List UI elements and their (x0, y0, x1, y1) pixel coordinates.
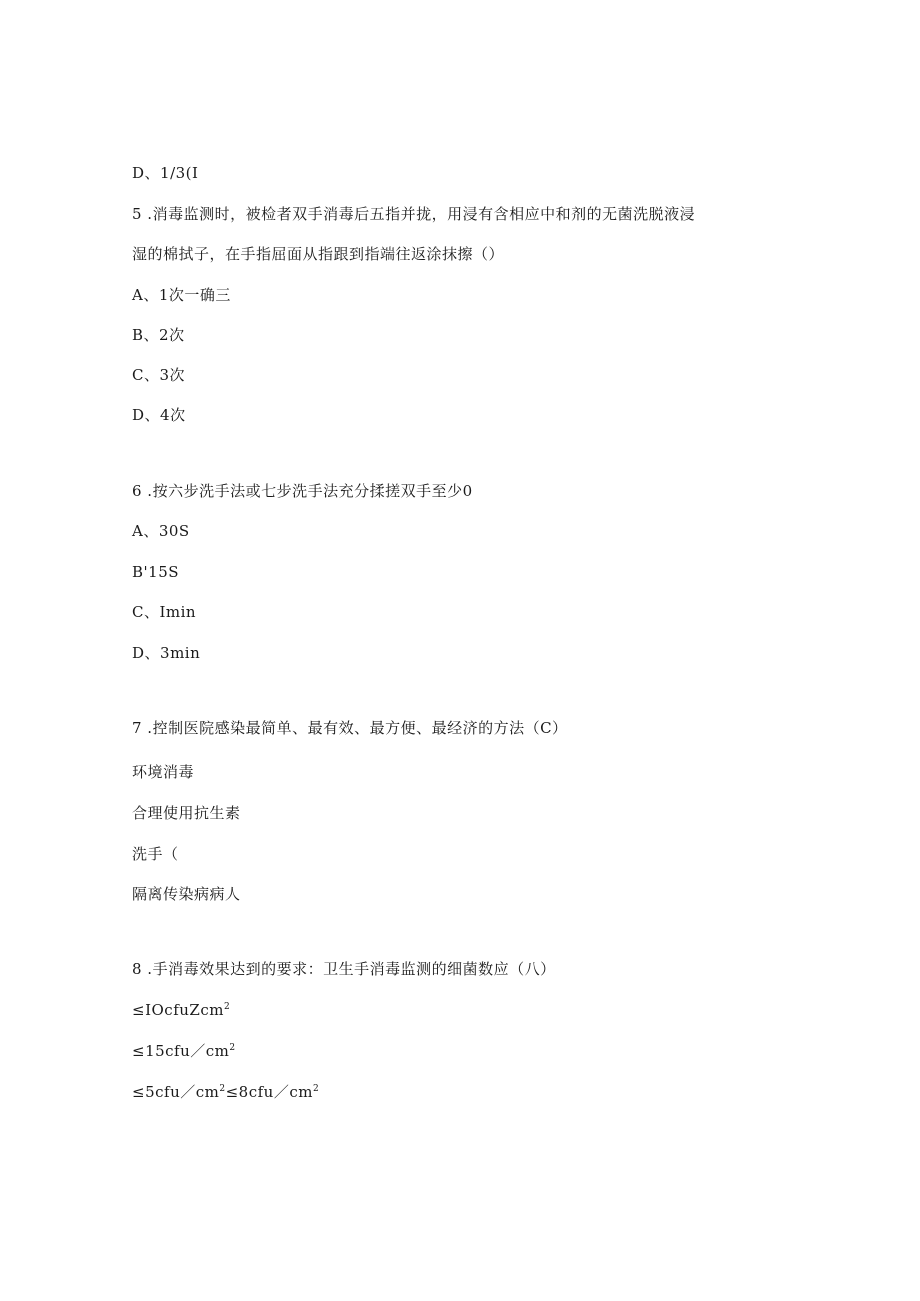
q7-option-2: 合理使用抗生素 (132, 804, 241, 822)
q7-option-1: 环境消毒 (132, 763, 195, 781)
q6-option-d: D、3min (132, 644, 201, 662)
q7-question: 7 .控制医院感染最简单、最有效、最方便、最经济的方法（C） (132, 719, 568, 737)
superscript: 2 (229, 1043, 236, 1053)
q6-option-b: B'15S (132, 563, 180, 581)
q5-option-a: A、1次一确三 (132, 286, 231, 304)
superscript: 2 (223, 1002, 231, 1012)
q5-option-b: B、2次 (132, 326, 185, 344)
q8-option-3a-text: ≤5cfu／cm (132, 1083, 220, 1101)
q8-option-3b-text: ≤8cfu／cm (225, 1083, 313, 1101)
q6-option-a: A、30S (132, 522, 190, 540)
q5-option-c: C、3次 (132, 366, 186, 384)
q8-option-2-text: ≤15cfu／cm (132, 1042, 230, 1060)
superscript: 2 (219, 1084, 226, 1094)
q8-option-1 (132, 1000, 230, 1020)
q6-option-c: C、Imin (132, 603, 197, 621)
q8-question: 8 .手消毒效果达到的要求：卫生手消毒监测的细菌数应（八） (132, 960, 556, 978)
superscript: 2 (312, 1084, 320, 1094)
q4-option-d: D、1/3(I (132, 164, 199, 182)
q5-option-d: D、4次 (132, 406, 186, 424)
q7-option-3: 洗手（ (132, 845, 179, 863)
q5-question-line-1: 5 .消毒监测时，被检者双手消毒后五指并拢，用浸有含相应中和剂的无菌洗脱液浸 (132, 205, 696, 223)
q8-option-1-text: ≤IOcfuZcm (132, 1001, 224, 1019)
q5-question-line-2: 湿的棉拭子，在手指屈面从指跟到指端往返涂抹擦（） (132, 245, 505, 263)
q8-option-2 (132, 1041, 236, 1061)
q8-option-3 (132, 1082, 319, 1102)
q6-question: 6 .按六步洗手法或七步洗手法充分揉搓双手至少0 (132, 482, 473, 500)
q7-option-4: 隔离传染病病人 (132, 885, 241, 903)
